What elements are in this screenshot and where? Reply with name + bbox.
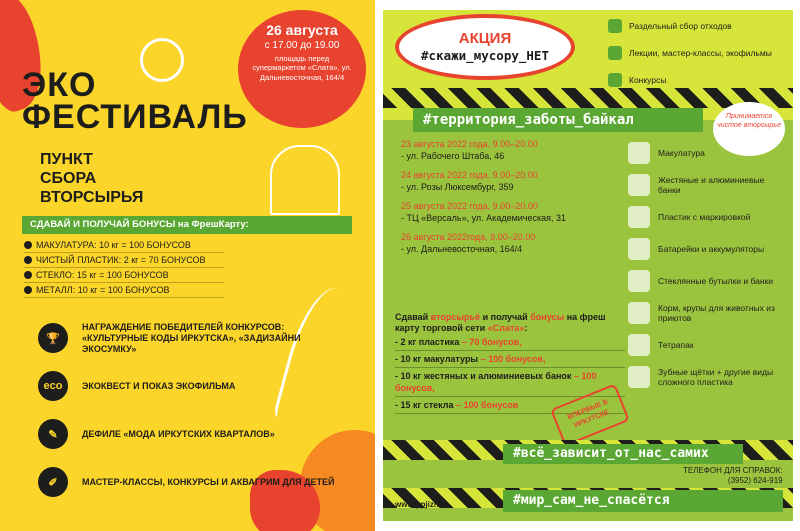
- bonus-row: - 10 кг макулатуры – 100 бонусов,: [395, 351, 625, 368]
- material-item: Батарейки и аккумуляторы: [628, 234, 788, 264]
- action-hashtag: #скажи_мусору_НЕТ: [421, 48, 549, 63]
- glass-icon: [24, 271, 32, 279]
- paper-icon: [24, 241, 32, 249]
- window-illustration: [270, 145, 340, 215]
- material-item: Корм, крупы для животных из приютов: [628, 298, 788, 328]
- brush-icon: ✎: [38, 419, 68, 449]
- event-time: с 17.00 до 19.00: [264, 40, 340, 51]
- phone-block: [683, 466, 783, 486]
- event-date: 26 августа: [266, 22, 338, 38]
- paint-icon: ✐: [38, 467, 68, 497]
- material-item: Пластик с маркировкой: [628, 202, 788, 232]
- lecture-icon: [608, 46, 622, 60]
- poster-title-line2: ФЕСТИВАЛЬ: [22, 98, 248, 136]
- material-item: Жестяные и алюминиевые банки: [628, 170, 788, 200]
- date-entry: 23 августа 2022 года, 9.00–20.00 - ул. Рабочего Штаба, 46: [401, 139, 538, 161]
- date-entry: 24 августа 2022 года, 9.00–20.00 - ул. Розы Люксембург, 359: [401, 170, 538, 192]
- event-place: площадь перед супермаркетом «Слата», ул. Дальневосточная, 164/4: [252, 54, 352, 82]
- activities-list: [608, 14, 788, 95]
- activity-item: Лекции, мастер-классы, экофильмы: [608, 41, 788, 65]
- tetrapak-icon: [628, 334, 650, 356]
- action-logo: [395, 14, 575, 80]
- toothbrush-icon: [628, 366, 650, 388]
- poster-subtitle: [40, 150, 143, 207]
- activity-item: Раздельный сбор отходов: [608, 14, 788, 38]
- subtitle-line: ВТОРСЫРЬЯ: [40, 189, 144, 206]
- activity-item: Конкурсы: [608, 68, 788, 92]
- glass-icon: [628, 270, 650, 292]
- date-entry: 25 августа 2022 года, 9.00–20.00 - ТЦ «Версаль», ул. Академическая, 31: [401, 201, 567, 223]
- bonus-row: - 2 кг пластика – 70 бонусов,: [395, 334, 625, 351]
- events-list: [38, 320, 338, 512]
- rate-item: МАКУЛАТУРА: 10 кг = 100 БОНУСОВ: [24, 238, 224, 253]
- rate-item: МЕТАЛЛ: 10 кг = 100 БОНУСОВ: [24, 283, 224, 298]
- event-item: eco ЭКОКВЕСТ И ПОКАЗ ЭКОФИЛЬМА: [38, 368, 338, 404]
- event-item: ✎ ДЕФИЛЕ «МОДА ИРКУТСКИХ КВАРТАЛОВ»: [38, 416, 338, 452]
- eco-icon: eco: [38, 371, 68, 401]
- bonus-row: - 15 кг стекла – 100 бонусов: [395, 397, 625, 414]
- dog-icon: [628, 302, 650, 324]
- phone-number[interactable]: (3952) 624-919: [727, 476, 783, 485]
- bonus-bar: СДАВАЙ И ПОЛУЧАЙ БОНУСЫ на ФрешКарту:: [22, 216, 352, 234]
- eco-action-poster: [383, 10, 793, 521]
- material-item: Тетрапак: [628, 330, 788, 360]
- date-entry: 26 августа 2022года, 9.00–20.00 - ул. Дальневосточная, 164/4: [401, 232, 536, 254]
- plastic-icon: [628, 206, 650, 228]
- plastic-icon: [24, 256, 32, 264]
- dates-list: [401, 138, 601, 262]
- bonus-heading: Сдавай вторсырьё и получай бонусы на фреш карту торговой сети «Слата»:: [395, 312, 606, 333]
- poster-title-line1: ЭКО: [22, 66, 97, 104]
- event-item: 🏆 НАГРАЖДЕНИЕ ПОБЕДИТЕЛЕЙ КОНКУРСОВ: «КУЛЬТУРНЫЕ КОДЫ ИРКУТСКА», «ЗАДИЗАЙНИ ЭКОСУМКУ»: [38, 320, 338, 356]
- trophy-icon: 🏆: [38, 323, 68, 353]
- material-item: Макулатура: [628, 138, 788, 168]
- subtitle-line: СБОРА: [40, 170, 97, 187]
- rates-list: [24, 238, 224, 298]
- bonus-row: - 10 кг жестяных и алюминиевых банок – 100 бонусов,: [395, 368, 625, 397]
- metal-icon: [24, 286, 32, 294]
- website-link[interactable]: www.ppjizn.ru: [395, 500, 449, 509]
- materials-list: [628, 138, 788, 394]
- can-icon: [628, 174, 650, 196]
- hashtag-banner: #мир_сам_не_спасётся: [503, 490, 783, 512]
- material-item: Зубные щётки + другие виды сложного пластика: [628, 362, 788, 392]
- first-time-stamp: ВПЕРВЫЕ В ИРКУТСКЕ: [550, 383, 630, 446]
- clean-note-badge: Принимается чистое вторсырье: [713, 102, 785, 156]
- hashtag-banner: #всё_зависит_от_нас_самих: [503, 444, 743, 464]
- sun-icon: [140, 38, 184, 82]
- action-title: АКЦИЯ: [458, 30, 512, 47]
- paper-icon: [628, 142, 650, 164]
- subtitle-line: ПУНКТ: [40, 151, 93, 168]
- battery-icon: [628, 238, 650, 260]
- rate-item: СТЕКЛО: 15 кг = 100 БОНУСОВ: [24, 268, 224, 283]
- eco-festival-poster: [0, 0, 375, 531]
- event-item: ✐ МАСТЕР-КЛАССЫ, КОНКУРСЫ И АКВАГРИМ ДЛЯ ДЕТЕЙ: [38, 464, 338, 500]
- material-item: Стеклянные бутылки и банки: [628, 266, 788, 296]
- hashtag-banner: #территория_заботы_байкал: [413, 108, 703, 132]
- contest-icon: [608, 73, 622, 87]
- phone-label: ТЕЛЕФОН ДЛЯ СПРАВОК:: [683, 466, 783, 475]
- rate-item: ЧИСТЫЙ ПЛАСТИК: 2 кг = 70 БОНУСОВ: [24, 253, 224, 268]
- date-badge: [238, 10, 366, 128]
- recycle-bin-icon: [608, 19, 622, 33]
